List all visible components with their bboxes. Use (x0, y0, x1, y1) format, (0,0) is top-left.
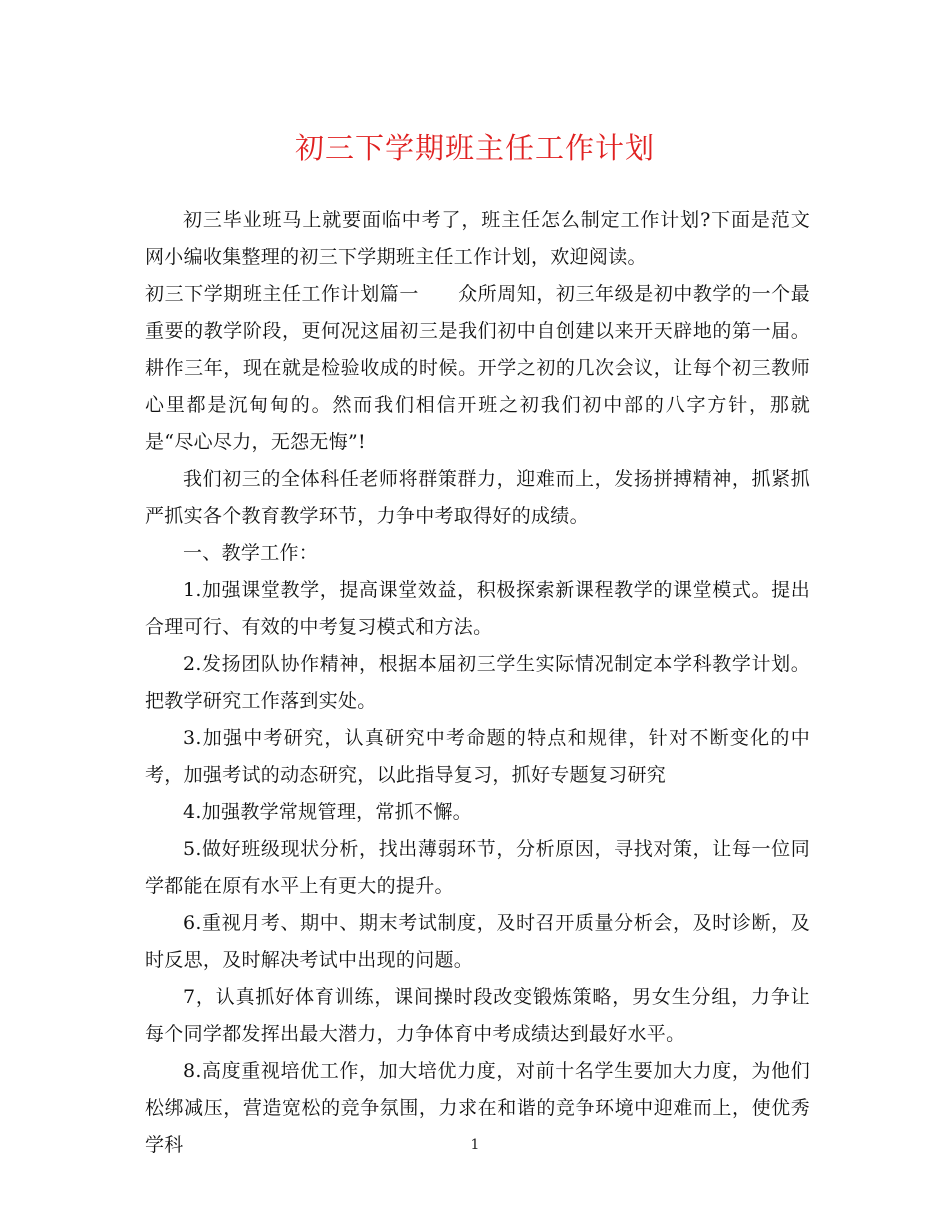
intro-paragraph: 初三毕业班马上就要面临中考了，班主任怎么制定工作计划?下面是范文网小编收集整理的初三下学期班主任工作计划，欢迎阅读。 (145, 209, 810, 268)
section-one-paragraph: 初三下学期班主任工作计划篇一 众所周知，初三年级是初中教学的一个最重要的教学阶段，更何况这届初三是我们初中自创建以来开天辟地的第一届。耕作三年，现在就是检验收成的时候。开学之初的几次会议，让每个初三教师心里都是沉甸甸的。然而我们相信开班之初我们初中部的八字方针，那就是“尽心尽力，无怨无悔”! (145, 283, 810, 453)
document-body (145, 202, 810, 1164)
list-item-1: 1.加强课堂教学，提高课堂效益，积极探索新课程教学的课堂模式。提出合理可行、有效的中考复习模式和方法。 (145, 579, 810, 638)
list-item-8: 8.高度重视培优工作，加大培优力度，对前十名学生要加大力度，为他们松绑减压，营造宽松的竞争氛围，力求在和谐的竞争环境中迎难而上，使优秀学科 (145, 1060, 810, 1156)
teaching-work-heading: 一、教学工作： (183, 542, 319, 564)
list-item-4: 4.加强教学常规管理，常抓不懈。 (183, 801, 472, 823)
list-item-3: 3.加强中考研究，认真研究中考命题的特点和规律，针对不断变化的中考，加强考试的动态研究，以此指导复习，抓好专题复习研究 (145, 727, 810, 786)
list-item-5: 5.做好班级现状分析，找出薄弱环节，分析原因，寻找对策，让每一位同学都能在原有水平上有更大的提升。 (145, 838, 810, 897)
list-item-6: 6.重视月考、期中、期末考试制度，及时召开质量分析会，及时诊断，及时反思，及时解决考试中出现的问题。 (145, 912, 810, 971)
page-number: 1 (470, 1137, 480, 1153)
list-item-7: 7，认真抓好体育训练，课间操时段改变锻炼策略，男女生分组，力争让每个同学都发挥出最大潜力，力争体育中考成绩达到最好水平。 (145, 986, 810, 1045)
teachers-paragraph: 我们初三的全体科任老师将群策群力，迎难而上，发扬拼搏精神，抓紧抓严抓实各个教育教学环节，力争中考取得好的成绩。 (145, 468, 810, 527)
document-title: 初三下学期班主任工作计划 (294, 131, 655, 165)
list-item-2: 2.发扬团队协作精神，根据本届初三学生实际情况制定本学科教学计划。把教学研究工作落到实处。 (145, 653, 810, 712)
